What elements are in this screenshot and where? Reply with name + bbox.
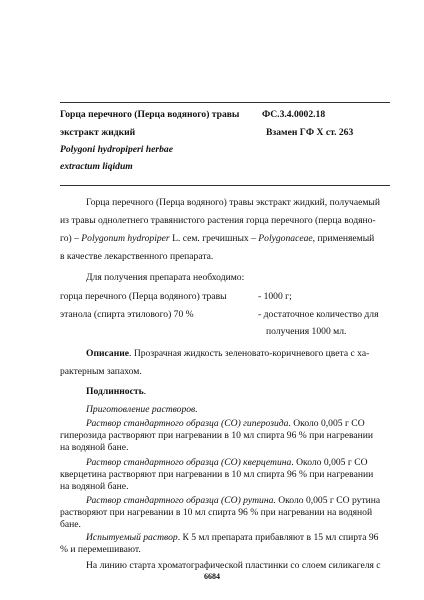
- intro-line-2: из травы однолетнего травянистого растения горца перечного (перца водяно-: [60, 215, 376, 226]
- test-solution-title: Испытуемый раствор: [86, 532, 178, 543]
- latin-family-name: Polygonaceae: [258, 233, 313, 244]
- hyperoside-line-1: [86, 418, 365, 431]
- description-line-1: [86, 348, 369, 361]
- quercetin-line-3: на водяной бане.: [60, 481, 129, 492]
- monograph-code: ФС.3.4.0002.18: [262, 109, 326, 120]
- hyperoside-line-3: на водяной бане.: [60, 442, 129, 453]
- monograph-title-line1: Горца перечного (Перца водяного) травы: [60, 109, 240, 120]
- composition-intro: Для получения препарата необходимо:: [86, 272, 245, 283]
- intro-line-1: Горца перечного (Перца водяного) травы экстракт жидкий, получаемый: [86, 197, 380, 208]
- rutin-line-3: бане.: [60, 519, 81, 530]
- description-line-2: рактерным запахом.: [60, 366, 142, 377]
- latin-title-line1: Polygoni hydropiperi herbae: [60, 144, 173, 155]
- composition-row-2-value-cont: получения 1000 мл.: [266, 326, 347, 337]
- solutions-subheading: Приготовление растворов.: [86, 404, 198, 415]
- latin-species-name: Polygonum hydropiper: [81, 233, 170, 244]
- description-text: . Прозрачная жидкость зеленовато-коричневого цвета с ха-: [129, 348, 370, 359]
- header-bottom-rule: [60, 185, 390, 186]
- chromatography-line: На линию старта хроматографической пластинки со слоем силикагеля с: [86, 560, 381, 571]
- identity-heading: Подлинность: [86, 386, 144, 397]
- rutin-line-2: растворяют при нагревании в 10 мл спирта 96 % при нагревании на водяной: [60, 507, 373, 518]
- identity-heading-line: [86, 386, 146, 399]
- rutin-solution-title: Раствор стандартного образца (СО) рутина: [86, 495, 274, 506]
- hyperoside-text: . Около 0,005 г СО: [288, 418, 365, 429]
- rutin-text: . Около 0,005 г СО рутина: [273, 495, 381, 506]
- header-top-rule: [60, 102, 390, 103]
- intro-text: го) –: [60, 233, 82, 244]
- composition-row-1-value: - 1000 г;: [258, 291, 292, 302]
- quercetin-line-1: [86, 457, 368, 470]
- test-solution-line-2: % и перемешивают.: [60, 544, 141, 555]
- monograph-title-line2: экстракт жидкий: [60, 127, 136, 138]
- composition-row-2-name: этанола (спирта этилового) 70 %: [60, 309, 194, 320]
- quercetin-text: . Около 0,005 г СО: [291, 457, 368, 468]
- latin-title-line2: extractum liqidum: [60, 161, 133, 172]
- intro-line-3: [60, 233, 374, 246]
- test-solution-line-1: [86, 532, 378, 545]
- identity-heading-dot: .: [143, 386, 147, 397]
- hyperoside-line-2: гиперозида растворяют при нагревании в 10 мл спирта 96 % при нагревании: [60, 430, 374, 441]
- composition-row-2-value: - достаточное количество для: [258, 309, 379, 320]
- intro-text: L. сем. гречишных –: [169, 233, 259, 244]
- intro-line-4: в качестве лекарственного препарата.: [60, 251, 214, 262]
- page-number: 6684: [204, 572, 220, 581]
- quercetin-line-2: кверцетина растворяют при нагревании в 10 мл спирта 96 % при нагревании: [60, 469, 374, 480]
- rutin-line-1: [86, 495, 380, 508]
- composition-row-1-name: горца перечного (Перца водяного) травы: [60, 291, 227, 302]
- description-label: Описание: [86, 348, 130, 359]
- intro-text: , применяемый: [312, 233, 375, 244]
- test-solution-text: . К 5 мл препарата прибавляют в 15 мл спирта 96: [177, 532, 379, 543]
- hyperoside-solution-title: Раствор стандартного образца (СО) гиперозида: [86, 418, 289, 429]
- replaces-note: Взамен ГФ X ст. 263: [266, 127, 354, 138]
- quercetin-solution-title: Раствор стандартного образца (СО) кверцетина: [86, 457, 292, 468]
